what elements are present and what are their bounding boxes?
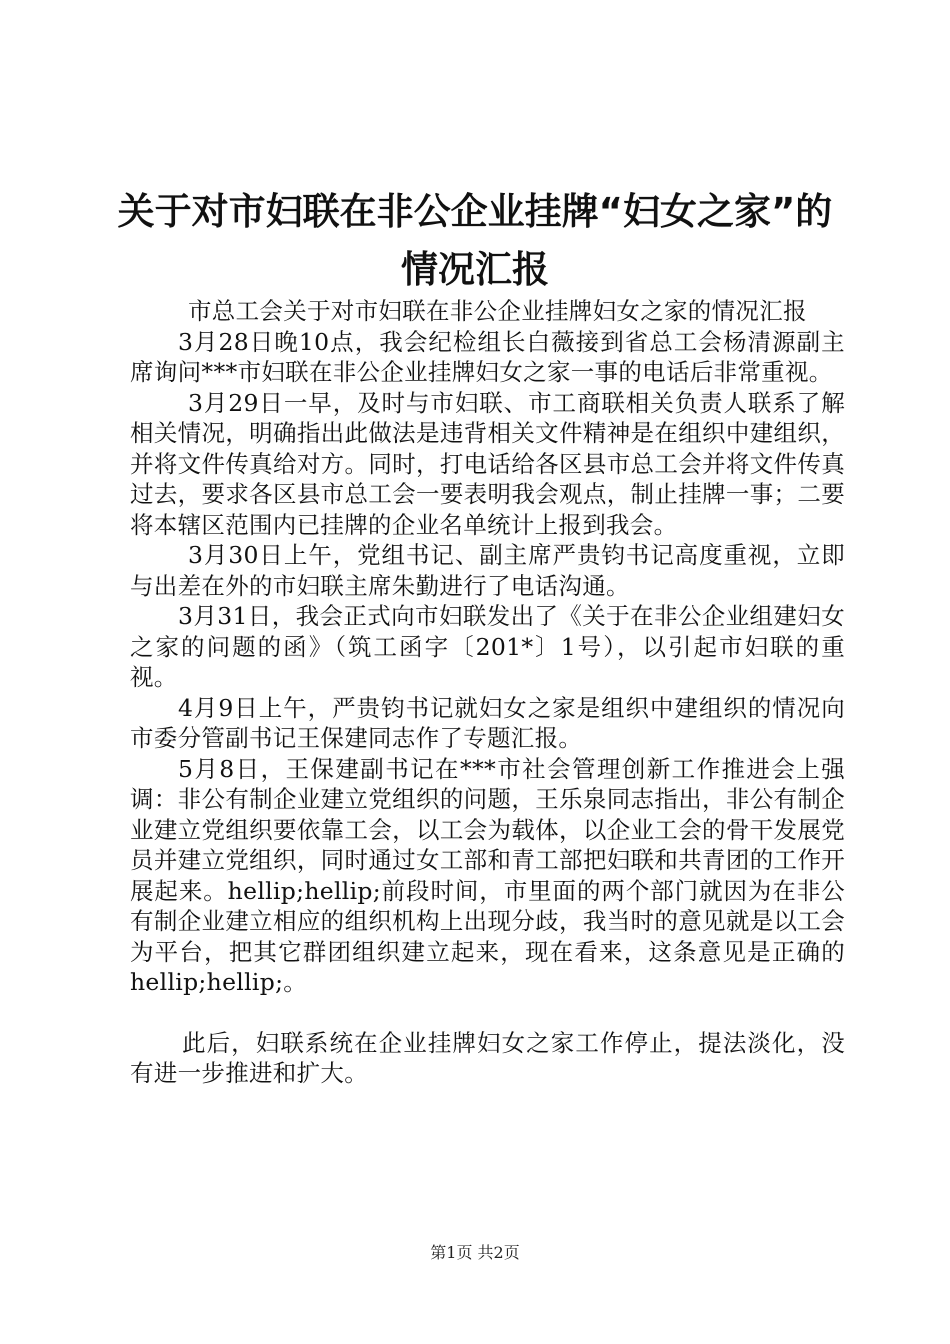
paragraph-may-8: 5月8日，王保建副书记在***市社会管理创新工作推进会上强调：非公有制企业建立党组织的问题，王乐泉同志指出，非公有制企业建立党组织要依靠工会，以工会为载体，以企业工会的骨干发展党员并建立党组织，同时通过女工部和青工部把妇联和共青团的工作开展起来。hellip;hellip;前段时间，市里面的两个部门就因为在非公有制企业建立相应的组织机构上出现分歧，我当时的意见就是以工会为平台，把其它群团组织建立起来，现在看来，这条意见是正确的hellip;hellip;。 — [130, 754, 845, 996]
paragraph-conclusion: 此后，妇联系统在企业挂牌妇女之家工作停止，提法淡化，没有进一步推进和扩大。 — [130, 1028, 845, 1087]
paragraph-mar-30: 3月30日上午，党组书记、副主席严贵钧书记高度重视，立即与出差在外的市妇联主席朱勤进行了电话沟通。 — [130, 541, 845, 600]
paragraph-mar-31: 3月31日，我会正式向市妇联发出了《关于在非公企业组建妇女之家的问题的函》（筑工函字〔201*〕1号），以引起市妇联的重视。 — [130, 602, 845, 691]
paragraph-mar-28: 3月28日晚10点，我会纪检组长白薇接到省总工会杨清源副主席询问***市妇联在非公企业挂牌妇女之家一事的电话后非常重视。 — [130, 327, 845, 386]
paragraph-subtitle: 市总工会关于对市妇联在非公企业挂牌妇女之家的情况汇报 — [188, 297, 807, 325]
document-body — [130, 296, 845, 1089]
document-title-line-2: 情况汇报 — [401, 248, 549, 291]
paragraph-mar-29: 3月29日一早，及时与市妇联、市工商联相关负责人联系了解相关情况，明确指出此做法是违背相关文件精神是在组织中建组织，并将文件传真给对方。同时，打电话给各区县市总工会并将文件传真过去，要求各区县市总工会一要表明我会观点，制止挂牌一事；二要将本辖区范围内已挂牌的企业名单统计上报到我会。 — [130, 388, 845, 539]
paragraph-apr-9: 4月9日上午，严贵钧书记就妇女之家是组织中建组织的情况向市委分管副书记王保建同志作了专题汇报。 — [130, 693, 845, 752]
page-number-footer: 第1页 共2页 — [430, 1243, 520, 1262]
document-title-line-1: 关于对市妇联在非公企业挂牌“妇女之家”的 — [117, 190, 833, 233]
